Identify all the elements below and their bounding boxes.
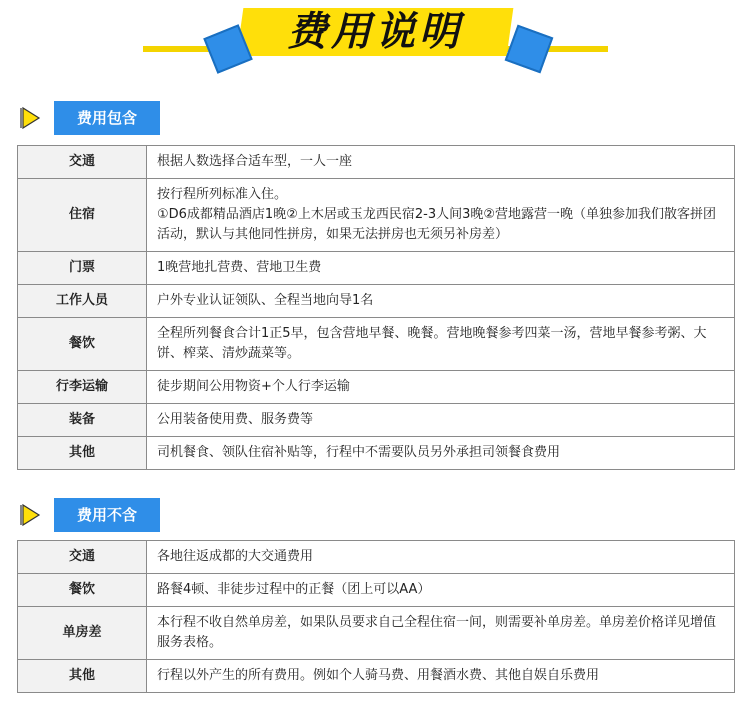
- row-value-line: 全程所列餐食合计1正5早，包含营地早餐、晚餐。营地晚餐参考四菜一汤，营地早餐参考粥、大饼、榨菜、清炒蔬菜等。: [157, 326, 707, 361]
- table-row: [18, 285, 735, 318]
- row-value-line: 路餐4顿、非徒步过程中的正餐（团上可以AA）: [157, 582, 431, 597]
- table-row: [18, 146, 735, 179]
- row-value-line: 按行程所列标准入住。: [157, 187, 288, 202]
- play-arrow-icon: [20, 106, 42, 130]
- row-value: [147, 252, 735, 285]
- table-row: [18, 574, 735, 607]
- table-row: [18, 252, 735, 285]
- row-value: [147, 607, 735, 660]
- page-header: [0, 0, 753, 80]
- row-value-line: 本行程不收自然单房差，如果队员要求自己全程住宿一间，则需要补单房差。单房差价格详见增值服务表格。: [157, 615, 717, 650]
- row-value-line: 徒步期间公用物资+个人行李运输: [157, 379, 350, 394]
- row-label: 装备: [18, 404, 147, 437]
- row-value: [147, 660, 735, 693]
- included-table: [17, 145, 735, 470]
- row-value-line: 行程以外产生的所有费用。例如个人骑马费、用餐酒水费、其他自娱自乐费用: [157, 668, 600, 683]
- row-label: 餐饮: [18, 318, 147, 371]
- section-title-excluded: 费用不含: [54, 498, 160, 532]
- row-value: [147, 541, 735, 574]
- row-value-line: 1晚营地扎营费、营地卫生费: [157, 260, 322, 275]
- header-square-right: [505, 25, 554, 74]
- table-row: [18, 318, 735, 371]
- section-title-included: 费用包含: [54, 101, 160, 135]
- row-label: 住宿: [18, 179, 147, 252]
- row-label: 门票: [18, 252, 147, 285]
- row-label: 行李运输: [18, 371, 147, 404]
- row-label: 其他: [18, 660, 147, 693]
- row-value: [147, 437, 735, 470]
- row-value: [147, 574, 735, 607]
- included-table-body: [18, 146, 735, 470]
- row-value: [147, 179, 735, 252]
- row-label: 交通: [18, 146, 147, 179]
- table-row: [18, 607, 735, 660]
- page-title: 费用说明: [287, 9, 463, 55]
- row-value: [147, 371, 735, 404]
- row-value-line: ①D6成都精品酒店1晚②上木居或玉龙西民宿2-3人间3晚②营地露营一晚（单独参加我们散客拼团活动，默认与其他同性拼房，如果无法拼房也无须另补房差）: [157, 207, 717, 242]
- row-label: 单房差: [18, 607, 147, 660]
- table-row: [18, 404, 735, 437]
- excluded-table-body: [18, 541, 735, 693]
- row-label: 其他: [18, 437, 147, 470]
- row-value: [147, 404, 735, 437]
- table-row: [18, 179, 735, 252]
- table-row: [18, 660, 735, 693]
- row-label: 工作人员: [18, 285, 147, 318]
- row-value-line: 户外专业认证领队、全程当地向导1名: [157, 293, 374, 308]
- row-value-line: 公用装备使用费、服务费等: [157, 412, 314, 427]
- row-value-line: 各地往返成都的大交通费用: [157, 549, 314, 564]
- table-row: [18, 437, 735, 470]
- row-label: 交通: [18, 541, 147, 574]
- table-row: [18, 371, 735, 404]
- row-value: [147, 285, 735, 318]
- row-value: [147, 146, 735, 179]
- table-row: [18, 541, 735, 574]
- row-value: [147, 318, 735, 371]
- row-label: 餐饮: [18, 574, 147, 607]
- excluded-table: [17, 540, 735, 693]
- row-value-line: 司机餐食、领队住宿补贴等，行程中不需要队员另外承担司领餐食费用: [157, 445, 561, 460]
- play-arrow-icon: [20, 503, 42, 527]
- row-value-line: 根据人数选择合适车型，一人一座: [157, 154, 353, 169]
